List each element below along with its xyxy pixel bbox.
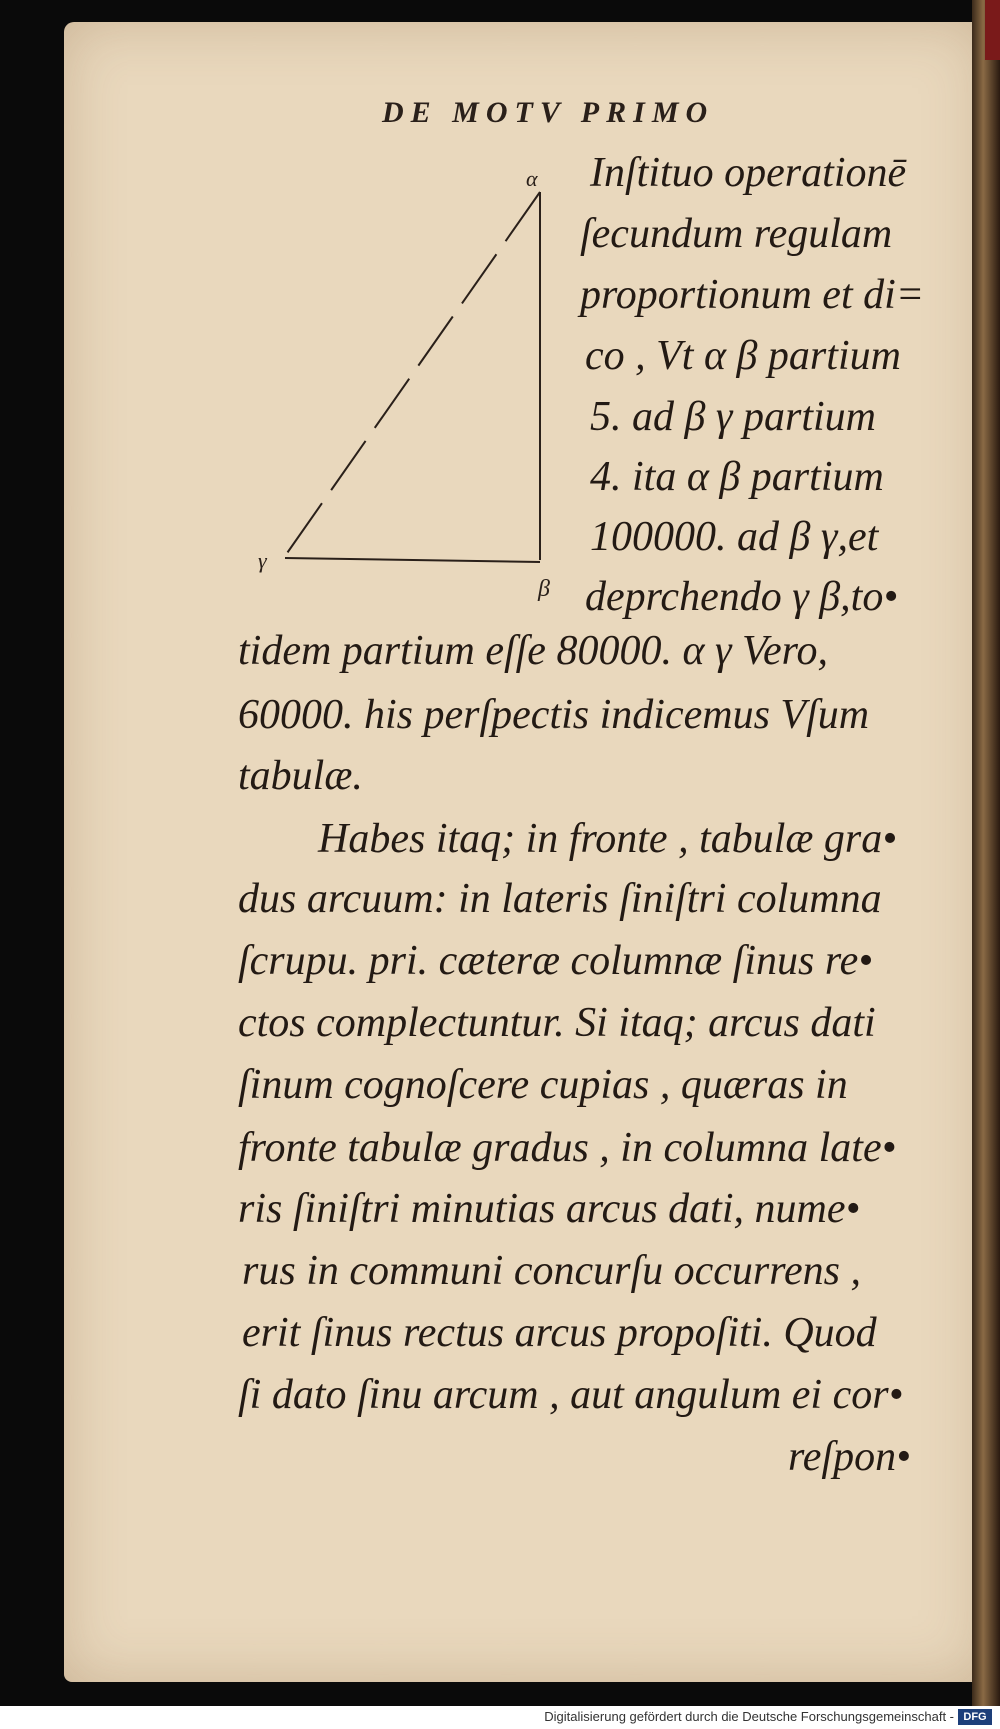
text-line: ris ſiniſtri minutias arcus dati, nume•: [238, 1186, 861, 1232]
text-line: Inſtituo operationē: [590, 150, 907, 196]
book-edge-band: [985, 0, 1000, 60]
dfg-logo: DFG: [958, 1709, 992, 1725]
text-line: dus arcuum: in lateris ſiniſtri columna: [238, 876, 882, 922]
triangle-diagram: [250, 170, 570, 610]
text-line: erit ſinus rectus arcus propoſiti. Quod: [242, 1310, 877, 1356]
text-line: ſinum cognoſcere cupias , quæras in: [238, 1062, 848, 1108]
text-line: 60000. his perſpectis indicemus Vſum: [238, 692, 870, 738]
diagram-base-side: [285, 558, 540, 562]
text-line: co , Vt α β partium: [585, 333, 901, 379]
running-head: DE MOTV PRIMO: [382, 96, 715, 129]
catchword: reſpon•: [788, 1434, 911, 1480]
text-line: proportionum et di=: [580, 272, 925, 318]
text-line: ſecundum regulam: [580, 211, 893, 257]
label-beta: β: [538, 576, 550, 602]
text-line: ſi dato ſinu arcum , aut angulum ei cor•: [238, 1372, 904, 1418]
label-gamma: γ: [258, 548, 267, 573]
text-line: fronte tabulæ gradus , in columna late•: [238, 1125, 897, 1171]
text-line: deprchendo γ β,to•: [585, 574, 899, 620]
book-edge: [972, 0, 1000, 1720]
diagram-hypotenuse: [285, 192, 540, 556]
text-line: 5. ad β γ partium: [590, 394, 876, 440]
text-line: 100000. ad β γ,et: [590, 514, 879, 560]
label-alpha: α: [526, 170, 538, 191]
text-line: tabulæ.: [238, 753, 363, 799]
text-line: Habes itaq; in fronte , tabulæ gra•: [318, 816, 897, 862]
text-line: ſcrupu. pri. cæteræ columnæ ſinus re•: [238, 938, 873, 984]
text-line: 4. ita α β partium: [590, 454, 884, 500]
text-line: tidem partium eſſe 80000. α γ Vero,: [238, 628, 828, 674]
digitization-credit: Digitalisierung gefördert durch die Deutsche Forschungsgemeinschaft -: [544, 1709, 954, 1724]
text-line: ctos complectuntur. Si itaq; arcus dati: [238, 1000, 876, 1046]
text-line: rus in communi concurſu occurrens ,: [242, 1248, 862, 1294]
footer-bar: [0, 1706, 1000, 1729]
